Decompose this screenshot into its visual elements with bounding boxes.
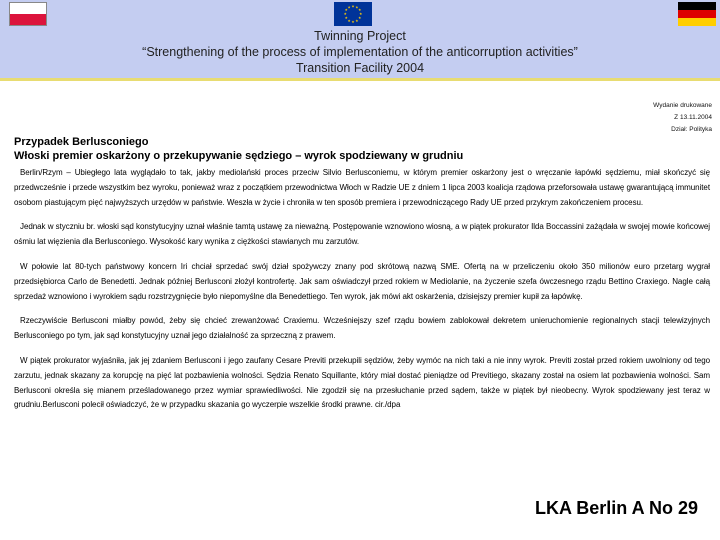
svg-text:★: ★ [347,18,351,23]
eu-stars-icon [334,2,372,26]
paragraph: Rzeczywiście Berlusconi miałby powód, żeby się chcieć zrewanżować Craxiemu. Wcześniejszy szef rządu bowiem zablokował dekretem unieruchomienie regionalnych stacji telewizyjnych Berlusconiego po tym, jak sąd konstytucyjny uznał jego działalność za sprzeczną z prawem. [14,316,710,341]
meta-edition: Wydanie drukowane [653,102,712,109]
project-name: Twinning Project [314,29,406,43]
paragraph: Berlin/Rzym – Ubiegłego lata wyglądało to tak, jakby mediolański proces przeciw Silvio Berlusconiemu, w którym premier oskarżony jest o wręczanie łapówki sędziemu, miał skończyć się przedwcześnie i przede wszystkim bez wyroku, ponieważ wraz z początkiem przewodnictwa Włoch w Radzie UE z dniem 1 lipca 2003 koalicja rządowa przeforsowała ustawę gwarantującą immunitet osobom piastującym pięć najwyższych urzędów w państwie. Weszła w życie i chroniła w ten sposób premiera i przewodniczącego Rady UE przed przykrym zakończeniem procesu. [14,168,710,207]
svg-text:★: ★ [344,8,348,13]
publication-meta [653,100,712,136]
svg-text:★: ★ [355,18,359,23]
document-reference: LKA Berlin A No 29 [534,498,698,518]
project-facility: Transition Facility 2004 [295,61,425,75]
headline-subtitle: Włoski premier oskarżony o przekupywanie sędziego – wyrok spodziewany w grudniu [14,150,464,162]
svg-text:★: ★ [343,12,347,17]
svg-text:★: ★ [351,19,355,24]
meta-section: Dział: Polityka [671,126,712,133]
svg-text:★: ★ [355,5,359,10]
svg-text:★: ★ [347,5,351,10]
svg-text:★: ★ [351,4,355,9]
headline-title: Przypadek Berlusconiego [14,136,149,148]
article-headline [14,135,594,163]
meta-date: Z 13.11.2004 [674,114,712,121]
svg-text:★: ★ [359,12,363,17]
article-body [14,166,710,423]
paragraph: W połowie lat 80-tych państwowy koncern Iri chciał sprzedać swój dział spożywczy znany pod skrótową nazwą SME. Ofertą na w przeliczeniu około 350 milionów euro przetarg wygrał przedsiębiorca Carlo de Benedetti. Jednak później Berlusconi złożył kontrofertę. Jak sam oświadczył przed rokiem w Mediolanie, na życzenie szefa ówczesnego rządu Bettino Craxiego. Nagle całą sprzedaż wznowiono i wyrokiem sądu rozstrzygnięcie było niepomyślne dla Benedettiego. Ten wyrok, jak mówi akt oskarżenia, dzisiejszy premier kupił za łapówkę. [14,261,710,301]
project-subtitle: “Strengthening of the process of implementation of the anticorruption activities” [142,45,578,59]
svg-text:★: ★ [344,16,348,20]
project-title [60,28,660,76]
germany-flag-icon [678,2,716,26]
paragraph: W piątek prokurator wyjaśniła, jak jej zdaniem Berlusconi i jego zaufany Cesare Previti przekupili sędziów, żeby wymóc na nich taki a nie inny wyrok. Previti został przed rokiem uwolniony od tego zarzutu, jednak skazany za korupcję na pięć lat pozbawienia wolności. Sędzia Renato Squillante, który miał dostać pieniądze od Previtiego, skazany został na osiem lat pozbawienia wolności. Sam Berlusconi określa się mianem prześladowanego przez wymiar sprawiedliwości. Nie zgodził się na przesłuchanie przed sądem, także w piątek był nieobecny. Wyrok spodziewany jest teraz w grudniu.Berlusconi polecił oświadczyć, że w przypadku skazania go wyczerpie wszelkie środki prawne. cir./dpa [14,355,710,410]
header-band [0,0,720,81]
svg-text:★: ★ [358,16,362,20]
eu-flag-icon [334,2,372,26]
svg-text:★: ★ [358,8,362,13]
poland-flag-icon [9,2,47,26]
paragraph: Jednak w styczniu br. włoski sąd konstytucyjny uznał właśnie tamtą ustawę za nieważną. Postępowanie wznowiono wiosną, a w piątek prokurator Ilda Boccassini zażądała w swojej mowie końcowej ośmiu lat więzienia dla Berlusconiego. Wysokość kary wynika z ciężkości stawianych mu zarzutów. [14,222,710,247]
